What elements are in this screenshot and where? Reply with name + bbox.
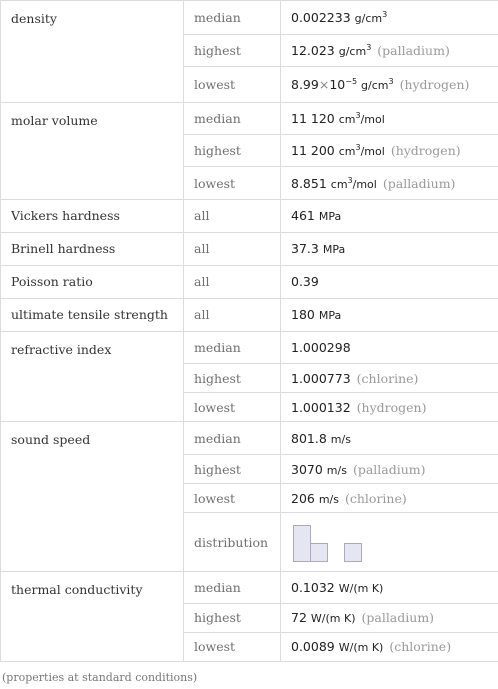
- value: $8.99\times 10^{-5}$: [291, 77, 358, 93]
- table-row: [1, 571, 498, 603]
- note: (hydrogen): [390, 143, 461, 159]
- value: 72: [291, 610, 307, 626]
- value-cell: [281, 1, 498, 35]
- value: 461: [291, 208, 315, 224]
- stat-label: lowest: [184, 632, 281, 661]
- stat-label: lowest: [184, 67, 281, 103]
- unit: $g/cm^3$: [354, 10, 388, 26]
- unit: W/(m K): [310, 612, 356, 626]
- table-row: [1, 331, 498, 363]
- unit: MPa: [318, 309, 342, 323]
- stat-label: highest: [184, 603, 281, 632]
- table-row: [1, 298, 498, 331]
- note: (palladium): [361, 610, 435, 626]
- value: 8.851: [291, 175, 327, 191]
- value-cell: [281, 484, 498, 513]
- property-label-density: density: [1, 1, 184, 103]
- unit: $g/cm^3$: [338, 43, 372, 59]
- histogram-bar: [311, 544, 328, 562]
- stat-label: all: [184, 265, 281, 298]
- stat-label: median: [184, 103, 281, 135]
- value: 206: [291, 490, 315, 506]
- unit: W/(m K): [338, 581, 384, 595]
- unit: $cm^3$/mol: [330, 175, 377, 191]
- value-cell: [281, 67, 498, 103]
- stat-label: highest: [184, 135, 281, 167]
- unit: MPa: [322, 243, 346, 257]
- property-label-vickers: Vickers hardness: [1, 199, 184, 232]
- table-row: [1, 232, 498, 265]
- unit: $cm^3$/mol: [338, 143, 385, 159]
- footnote: (properties at standard conditions): [2, 671, 198, 684]
- stat-label: distribution: [184, 513, 281, 571]
- stat-label: median: [184, 571, 281, 603]
- table-row: [1, 199, 498, 232]
- value-cell: [281, 265, 498, 298]
- unit: $g/cm^3$: [361, 77, 394, 93]
- value-cell: [281, 364, 498, 393]
- value-cell: [281, 455, 498, 484]
- distribution-histogram: [291, 521, 371, 565]
- note: (chlorine): [389, 639, 452, 655]
- stat-label: all: [184, 298, 281, 331]
- value: 37.3: [291, 241, 319, 257]
- note: (chlorine): [356, 370, 419, 386]
- stat-label: lowest: [184, 484, 281, 513]
- distribution-cell: [281, 513, 498, 571]
- value: 3070: [291, 461, 323, 477]
- stat-label: median: [184, 331, 281, 363]
- value-cell: [281, 232, 498, 265]
- stat-label: all: [184, 199, 281, 232]
- stat-label: lowest: [184, 167, 281, 199]
- property-label-uts: ultimate tensile strength: [1, 298, 184, 331]
- value: 0.39: [291, 274, 319, 290]
- value: 0.002233: [291, 10, 351, 26]
- unit: m/s: [318, 492, 339, 506]
- value-cell: [281, 135, 498, 167]
- stat-label: highest: [184, 35, 281, 67]
- table-row: [1, 1, 498, 35]
- note: (hydrogen): [399, 77, 470, 93]
- value-cell: [281, 35, 498, 67]
- value: 11 200: [291, 143, 335, 159]
- note: (palladium): [352, 461, 426, 477]
- property-label-thermal-conductivity: thermal conductivity: [1, 571, 184, 661]
- value-cell: [281, 167, 498, 199]
- property-label-sound-speed: sound speed: [1, 422, 184, 571]
- property-label-refractive-index: refractive index: [1, 331, 184, 421]
- note: (palladium): [377, 43, 450, 59]
- value-cell: [281, 298, 498, 331]
- property-label-brinell: Brinell hardness: [1, 232, 184, 265]
- stat-label: all: [184, 232, 281, 265]
- value-cell: [281, 603, 498, 632]
- property-label-poisson: Poisson ratio: [1, 265, 184, 298]
- note: (hydrogen): [356, 399, 427, 415]
- stat-label: median: [184, 1, 281, 35]
- note: (chlorine): [345, 490, 407, 506]
- value-cell: [281, 103, 498, 135]
- unit: MPa: [318, 210, 342, 224]
- histogram-bar: [294, 526, 311, 562]
- value-cell: [281, 422, 498, 455]
- value-cell: [281, 331, 498, 363]
- value: 11 120: [291, 111, 335, 127]
- value: 0.0089: [291, 639, 335, 655]
- table-row: [1, 422, 498, 455]
- value: 12.023: [291, 43, 335, 59]
- value: 1.000773: [291, 370, 351, 386]
- unit: $cm^3$/mol: [338, 111, 385, 127]
- stat-label: lowest: [184, 393, 281, 422]
- value-cell: [281, 571, 498, 603]
- value: 180: [291, 307, 315, 323]
- value: 0.1032: [291, 579, 335, 595]
- value-cell: [281, 199, 498, 232]
- note: (palladium): [382, 175, 456, 191]
- value: 801.8: [291, 430, 327, 446]
- value: 1.000298: [291, 339, 351, 355]
- value: 1.000132: [291, 399, 351, 415]
- table-row: [1, 103, 498, 135]
- table-row: [1, 265, 498, 298]
- value-cell: [281, 393, 498, 422]
- property-label-molar-volume: molar volume: [1, 103, 184, 199]
- unit: m/s: [330, 432, 351, 446]
- stat-label: highest: [184, 364, 281, 393]
- value-cell: [281, 632, 498, 661]
- stat-label: highest: [184, 455, 281, 484]
- stat-label: median: [184, 422, 281, 455]
- unit: W/(m K): [338, 641, 384, 655]
- histogram-bar: [345, 544, 362, 562]
- unit: m/s: [326, 463, 347, 477]
